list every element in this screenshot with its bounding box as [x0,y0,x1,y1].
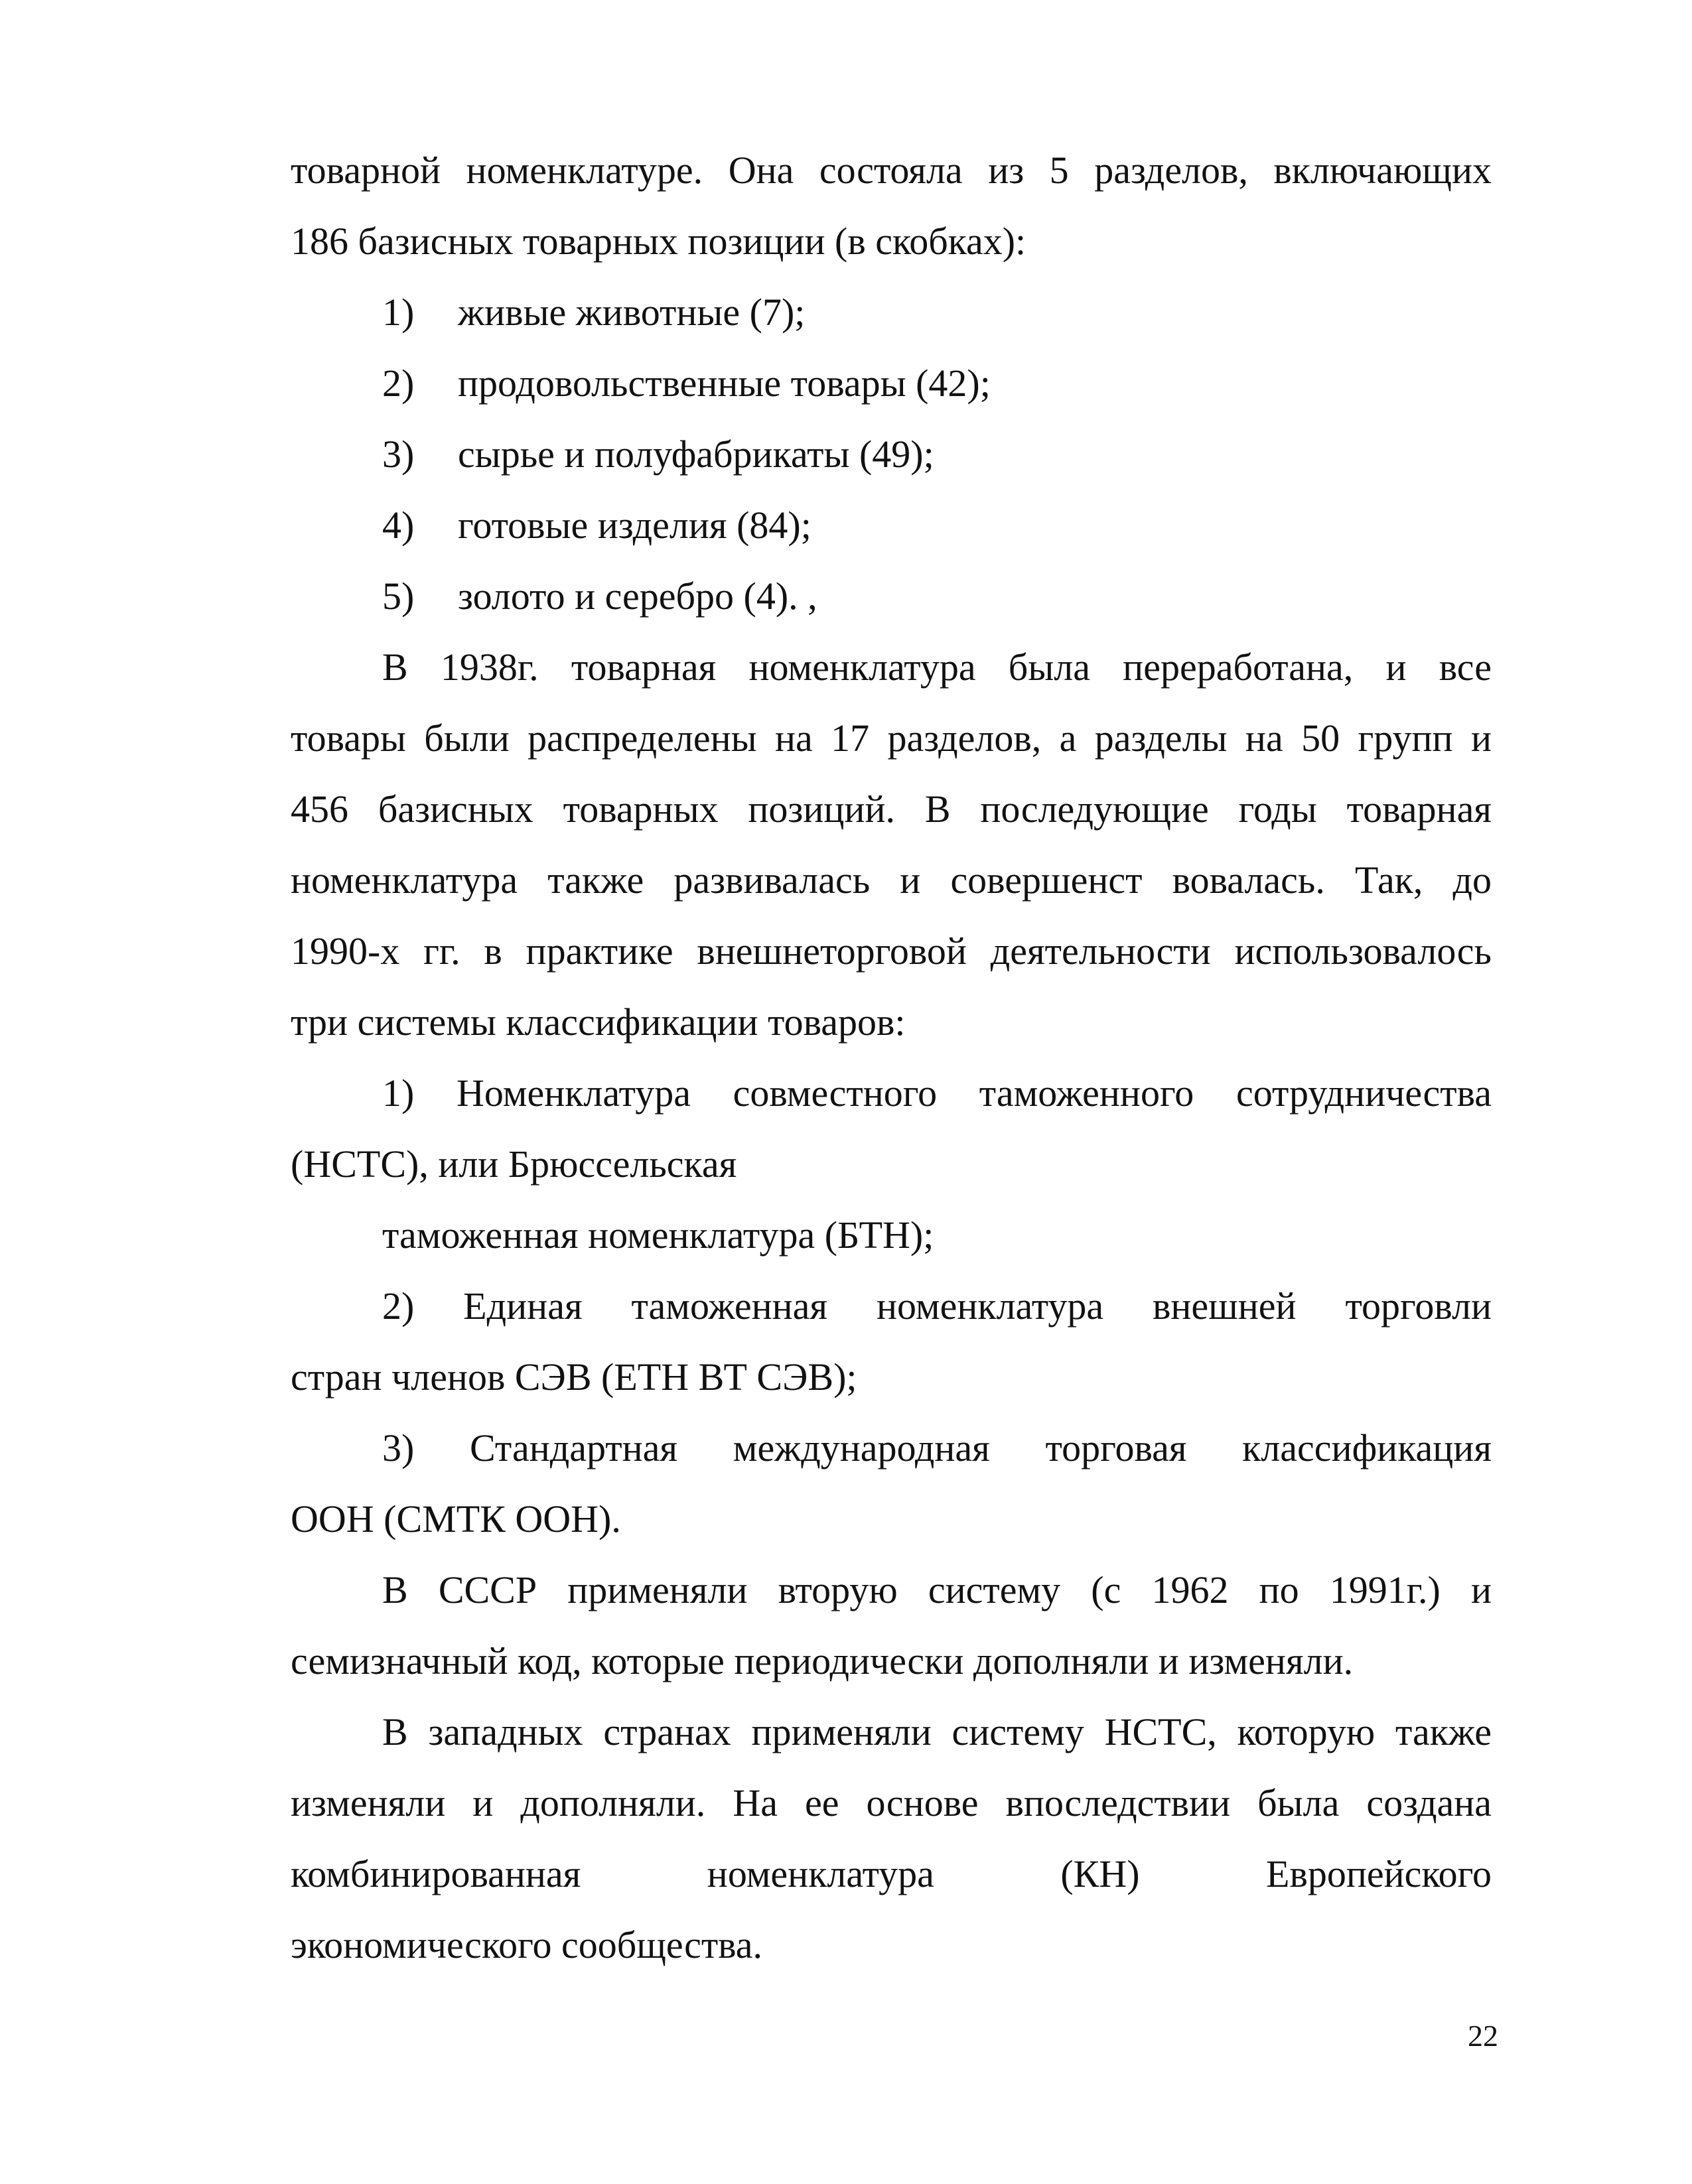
paragraph-2-line-1: В 1938г. товарная номенклатура была переработана, и все [382,646,1492,689]
list-2-item-1-line-1: 1) Номенклатура совместного таможенного сотрудничества [382,1071,1492,1115]
paragraph-1-line-2: 186 базисных товарных позиции (в скобках): [291,220,1026,263]
list-item-number: 3) [382,433,415,476]
paragraph-2-line-2: товары были распределены на 17 разделов, а разделы на 50 групп и [291,717,1492,760]
paragraph-3-line-1: В СССР применяли вторую систему (с 1962 по 1991г.) и [382,1568,1492,1611]
paragraph-2-line-5: 1990-х гг. в практике внешнеторговой деятельности использовалось [291,929,1492,973]
page-number: 22 [1468,2019,1498,2053]
list-item-text: сырье и полуфабрикаты (49); [458,433,934,476]
paragraph-2-line-3: 456 базисных товарных позиций. В последующие годы товарная [291,787,1492,831]
list-2-item-2-line-2: стран членов СЭВ (ЕТН ВТ СЭВ); [291,1355,857,1399]
list-2-item-1-line-2: (НСТС), или Брюссельская [291,1142,737,1186]
paragraph-2-line-6: три системы классификации товаров: [291,1000,906,1044]
list-item-text: продовольственные товары (42); [458,362,991,405]
paragraph-4-line-1: В западных странах применяли систему НСТС, которую также [382,1710,1492,1753]
paragraph-4-line-4: экономического сообщества. [291,1923,763,1966]
list-2-item-3-line-2: ООН (СМТК ООН). [291,1497,621,1540]
list-item-number: 1) [382,291,415,334]
paragraph-2-line-4: номенклатура также развивалась и совершенст вовалась. Так, до [291,858,1492,902]
list-item-number: 5) [382,575,415,618]
list-2-item-1-line-3: таможенная номенклатура (БТН); [382,1213,934,1257]
list-2-item-2-line-1: 2) Единая таможенная номенклатура внешней торговли [382,1284,1492,1328]
paragraph-3-line-2: семизначный код, которые периодически дополняли и изменяли. [291,1639,1354,1682]
list-item-text: готовые изделия (84); [458,504,811,547]
paragraph-1-line-1: товарной номенклатуре. Она состояла из 5 разделов, включающих [291,149,1492,192]
paragraph-4-line-2: изменяли и дополняли. На ее основе впоследствии была создана [291,1781,1492,1824]
list-item-number: 2) [382,362,415,405]
list-item-text: золото и серебро (4). , [458,575,817,618]
list-item-text: живые животные (7); [458,291,806,334]
list-item-number: 4) [382,504,415,547]
list-2-item-3-line-1: 3) Стандартная международная торговая классификация [382,1426,1492,1469]
paragraph-4-line-3: комбинированная номенклатура (КН) Европейского [291,1852,1492,1895]
